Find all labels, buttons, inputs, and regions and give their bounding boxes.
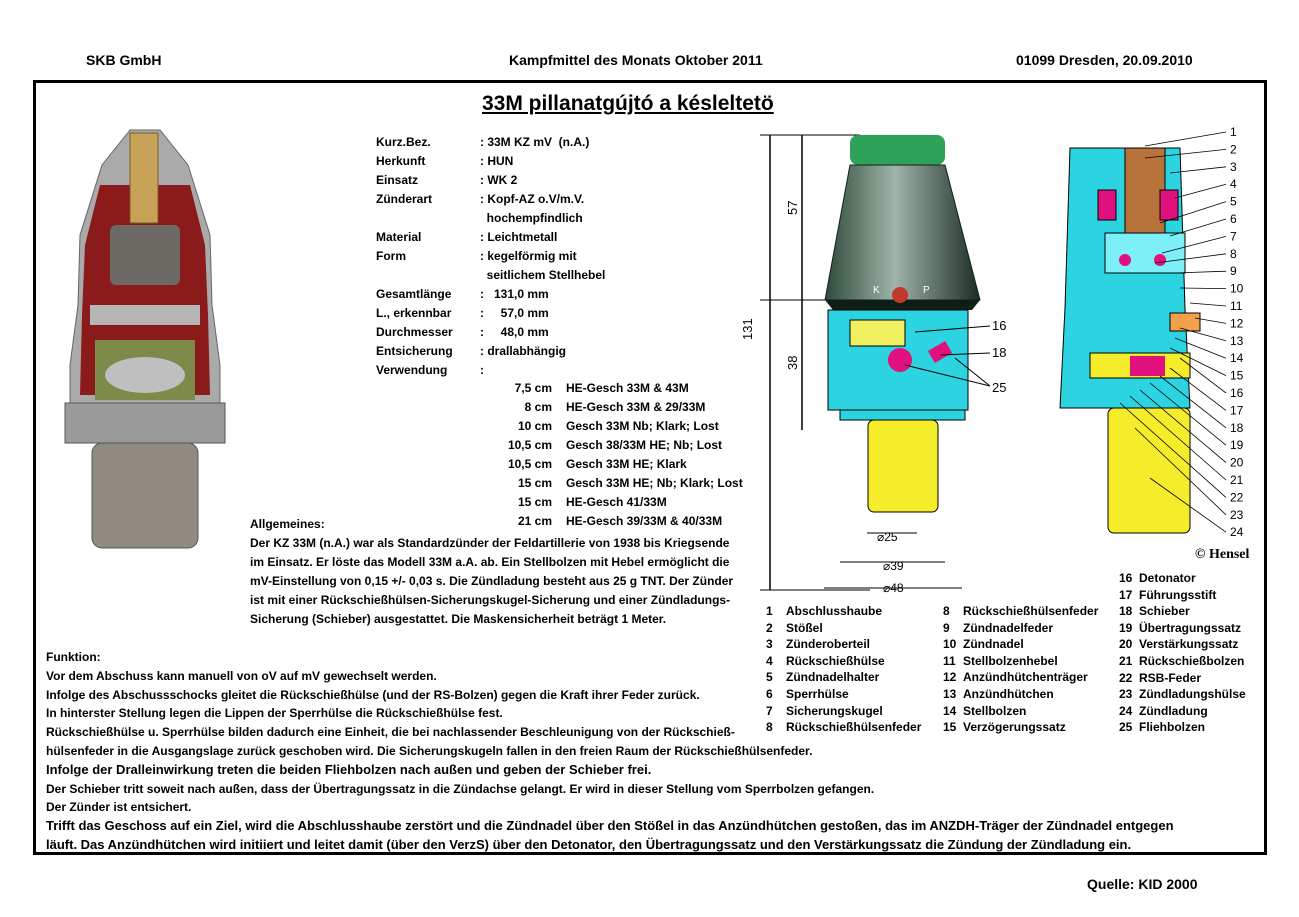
spec-label: Material — [376, 230, 422, 244]
callout-number: 15 — [1230, 368, 1244, 383]
verwendung-row — [490, 398, 743, 417]
spec-label — [376, 266, 453, 285]
projectile-list: Gesch 38/33M HE; Nb; Lost — [566, 438, 723, 452]
funktion-heading: Funktion: — [46, 650, 101, 664]
projectile-list: HE-Gesch 39/33M & 40/33M — [566, 514, 723, 528]
spec-label: Einsatz — [376, 173, 419, 187]
allgemeines-line: Sicherung (Schieber) ausgestattet. Die Maskensicherheit beträgt 1 Meter. — [250, 612, 667, 626]
spec-value: : WK 2 — [480, 173, 518, 187]
callout-number: 8 — [1230, 246, 1237, 261]
header-title: Kampfmittel des Monats Oktober 2011 — [509, 52, 763, 68]
dim-visible: 57 — [785, 200, 800, 215]
fuze-photo — [60, 125, 230, 555]
spec-value: : kegelförmig mit — [480, 249, 577, 263]
legend-item — [766, 620, 921, 637]
callout-number: 24 — [1230, 525, 1244, 540]
legend-number: 5 — [766, 670, 773, 685]
legend-number: 7 — [766, 703, 773, 718]
legend-item — [766, 719, 921, 736]
legend-col-2 — [943, 603, 1098, 736]
caliber: 10 cm — [517, 419, 552, 433]
spec-value: : 33M KZ mV (n.A.) — [480, 135, 590, 149]
spec-labels — [376, 133, 453, 380]
spec-value: : HUN — [480, 154, 514, 168]
label-18: 18 — [992, 345, 1007, 360]
legend-item — [1119, 703, 1246, 720]
location-date: 01099 Dresden, 20.09.2010 — [1016, 52, 1193, 68]
funktion-line: Der Zünder ist entsichert. — [46, 800, 192, 815]
spec-label: Entsicherung — [376, 344, 453, 358]
callout-number: 2 — [1230, 142, 1237, 157]
legend-text: Zündnadel — [963, 637, 1024, 652]
source-note: Quelle: KID 2000 — [1087, 876, 1198, 892]
legend-item — [1119, 719, 1246, 736]
funktion-line: Infolge der Dralleinwirkung treten die beiden Fliehbolzen nach außen und geben der Schieber frei. — [46, 761, 652, 777]
projectile-list: HE-Gesch 33M & 29/33M — [566, 400, 706, 414]
spec-label: Durchmesser — [376, 325, 453, 339]
funktion-line: Rückschießhülse u. Sperrhülse bilden dadurch eine Einheit, die bei nachlassender Beschleunigung von der Rückschieß- — [46, 725, 735, 740]
fuze-section-diagram — [1050, 125, 1260, 548]
legend-item — [766, 669, 921, 686]
legend-number: 6 — [766, 686, 773, 701]
legend-item — [943, 603, 1098, 620]
legend-item — [1119, 570, 1246, 587]
callout-line — [1190, 303, 1226, 306]
caliber: 15 cm — [517, 476, 552, 490]
legend-text: Sicherungskugel — [786, 703, 883, 718]
legend-number: 18 — [1119, 604, 1133, 619]
verwendung-row — [490, 436, 743, 455]
callout-number: 10 — [1230, 281, 1244, 296]
callout-number: 14 — [1230, 351, 1244, 366]
spec-value: : 131,0 mm — [480, 287, 549, 301]
legend-text: Rückschießhülse — [786, 653, 885, 668]
legend-text: Stellbolzenhebel — [963, 653, 1058, 668]
legend-item — [766, 603, 921, 620]
spec-value: : 57,0 mm — [480, 306, 549, 320]
legend-text: Zündladung — [1139, 703, 1208, 718]
legend-text: Fliehbolzen — [1139, 720, 1205, 735]
legend-text: Übertragungssatz — [1139, 620, 1242, 635]
legend-item — [943, 669, 1098, 686]
dim-d25: ⌀25 — [877, 530, 898, 544]
legend-item — [1119, 686, 1246, 703]
legend-number: 2 — [766, 620, 773, 635]
caliber: 21 cm — [517, 514, 552, 528]
label-25: 25 — [992, 380, 1007, 395]
spec-value: : 48,0 mm — [480, 325, 549, 339]
callout-number: 22 — [1230, 490, 1244, 505]
caliber: 7,5 cm — [514, 381, 552, 395]
lever-p: P — [923, 285, 930, 296]
legend-item — [943, 620, 1098, 637]
legend-number: 19 — [1119, 620, 1133, 635]
legend-text: Rückschießhülsenfeder — [963, 604, 1099, 618]
dim-lower: 38 — [785, 355, 800, 370]
label-16: 16 — [992, 318, 1007, 333]
verwendung-row — [490, 474, 743, 493]
legend-text: Detonator — [1139, 571, 1196, 585]
callout-number: 23 — [1230, 507, 1244, 522]
callout-number: 13 — [1230, 333, 1244, 348]
lever-k: K — [873, 285, 880, 296]
verwendung-row — [490, 379, 743, 398]
legend-number: 25 — [1119, 720, 1133, 735]
legend-number: 1 — [766, 604, 773, 618]
page-title: 33M pillanatgújtó a késleltetö — [482, 92, 774, 115]
spec-label — [376, 209, 453, 228]
legend-text: Führungsstift — [1139, 587, 1217, 602]
legend-text: Zündnadelfeder — [963, 620, 1054, 635]
callout-number: 11 — [1230, 299, 1243, 313]
legend-number: 16 — [1119, 571, 1133, 585]
callout-number: 3 — [1230, 159, 1237, 174]
spec-value: : — [480, 363, 484, 377]
spec-label: Herkunft — [376, 154, 426, 168]
legend-number: 4 — [766, 653, 773, 668]
allgemeines-line: Der KZ 33M (n.A.) war als Standardzünder der Feldartillerie von 1938 bis Kriegsende — [250, 536, 730, 550]
legend-number: 14 — [943, 703, 957, 718]
allgemeines-line: im Einsatz. Er löste das Modell 33M a.A. ab. Ein Stellbolzen mit Hebel ermöglicht die — [250, 555, 730, 569]
callout-number: 9 — [1230, 264, 1237, 279]
legend-item — [766, 653, 921, 670]
legend-col-3 — [1119, 570, 1246, 736]
funktion-line: läuft. Das Anzündhütchen wird initiiert und leitet damit (über den VerzS) über den Detonator, den Übertragungssatz und den Verstärkungssatz die Zündung der Zündladung ein. — [46, 836, 1132, 852]
funktion-line: Der Schieber tritt soweit nach außen, dass der Übertragungssatz in die Zündachse gelangt. Er wird in dieser Stellung vom Sperrbolzen gefangen. — [46, 781, 875, 796]
legend-text: Rückschießbolzen — [1139, 653, 1245, 668]
caliber: 15 cm — [517, 495, 552, 509]
callout-number: 20 — [1230, 455, 1244, 470]
funktion-line: hülsenfeder in die Ausgangslage zurück geschoben wird. Die Sicherungskugeln fallen in den freien Raum der Rückschießhülsenfeder. — [46, 743, 813, 758]
legend-item — [766, 636, 921, 653]
legend-number: 15 — [943, 720, 957, 735]
verwendung-row — [490, 493, 743, 512]
legend-text: Anzündhütchen — [963, 686, 1054, 701]
spec-value: : Kopf-AZ o.V/m.V. — [480, 192, 585, 206]
legend-number: 23 — [1119, 687, 1133, 702]
legend-item — [1119, 620, 1246, 637]
legend-text: Anzündhütchenträger — [963, 670, 1088, 685]
caliber: 10,5 cm — [507, 457, 552, 471]
legend-text: Stellbolzen — [963, 703, 1027, 718]
dim-d39: ⌀39 — [883, 559, 904, 573]
caliber: 8 cm — [524, 400, 552, 414]
legend-number: 22 — [1119, 670, 1133, 685]
legend-item — [943, 686, 1098, 703]
projectile-list: Gesch 33M HE; Nb; Klark; Lost — [566, 476, 743, 490]
callout-number: 5 — [1230, 194, 1237, 209]
legend-text: Zündnadelhalter — [786, 670, 880, 685]
legend-number: 9 — [943, 620, 950, 635]
projectile-list: Gesch 33M Nb; Klark; Lost — [566, 419, 719, 433]
legend-text: Zündladungshülse — [1139, 687, 1246, 702]
legend-text: Stößel — [786, 620, 823, 635]
legend-number: 17 — [1119, 587, 1133, 602]
legend-item — [1119, 587, 1246, 604]
legend-number: 24 — [1119, 703, 1133, 718]
legend-number: 3 — [766, 637, 773, 652]
allgemeines-text — [250, 534, 760, 629]
spec-value: : Leichtmetall — [480, 230, 558, 244]
verwendung-row — [490, 455, 743, 474]
funktion-line: Infolge des Abschussschocks gleitet die Rückschießhülse (und der RS-Bolzen) gegen die Kraft ihrer Feder zurück. — [46, 687, 700, 702]
projectile-list: HE-Gesch 33M & 43M — [566, 381, 689, 395]
allgemeines-line: ist mit einer Rückschießhülsen-Sicherungskugel-Sicherung und einer Zündladungs- — [250, 593, 731, 607]
spec-label: Verwendung — [376, 363, 448, 377]
legend-number: 8 — [766, 720, 773, 735]
legend-item — [1119, 670, 1246, 687]
callout-number: 12 — [1230, 316, 1244, 331]
legend-item — [1119, 636, 1246, 653]
caliber: 10,5 cm — [507, 438, 552, 452]
callout-number: 16 — [1230, 386, 1244, 400]
legend-text: Abschlusshaube — [786, 604, 883, 618]
legend-text: Verzögerungssatz — [963, 720, 1066, 735]
funktion-line: In hinterster Stellung legen die Lippen der Sperrhülse die Rückschießhülse fest. — [46, 706, 503, 721]
spec-values — [480, 133, 605, 380]
legend-item — [943, 653, 1098, 670]
callout-number: 19 — [1230, 438, 1244, 453]
callout-number: 7 — [1230, 229, 1237, 244]
dim-total: 131 — [740, 318, 755, 340]
spec-label: Form — [376, 249, 406, 263]
legend-text: Zünderoberteil — [786, 637, 871, 652]
legend-text: Sperrhülse — [786, 686, 849, 701]
legend-text: RSB-Feder — [1139, 670, 1202, 685]
callout-number: 6 — [1230, 212, 1237, 226]
spec-value: hochempfindlich — [480, 211, 583, 225]
spec-label: L., erkennbar — [376, 306, 452, 320]
projectile-list: Gesch 33M HE; Klark — [566, 457, 687, 471]
funktion-line: Vor dem Abschuss kann manuell von oV auf mV gewechselt werden. — [46, 668, 437, 683]
verwendung-row — [490, 417, 743, 436]
callout-line — [1145, 132, 1226, 146]
legend-item — [943, 703, 1098, 720]
legend-item — [1119, 603, 1246, 620]
legend-col-1 — [766, 603, 921, 736]
legend-number: 11 — [943, 653, 956, 668]
legend-number: 20 — [1119, 637, 1133, 652]
callout-number: 4 — [1230, 177, 1237, 192]
callout-number: 17 — [1230, 403, 1244, 418]
legend-item — [766, 703, 921, 720]
callout-number: 21 — [1230, 473, 1244, 487]
legend-number: 13 — [943, 686, 957, 701]
funktion-line: Trifft das Geschoss auf ein Ziel, wird die Abschlusshaube zerstört und die Zündnadel über den Stößel in das Anzündhütchen gestoßen, das im ANZDH-Träger der Zündnadel entgegen — [46, 818, 1174, 834]
callout-line — [1175, 184, 1226, 198]
legend-number: 21 — [1119, 653, 1133, 668]
legend-item — [943, 719, 1098, 736]
callout-number: 18 — [1230, 420, 1244, 435]
projectile-list: HE-Gesch 41/33M — [566, 495, 667, 509]
fuze-exterior-diagram — [740, 130, 1060, 600]
spec-value: seitlichem Stellhebel — [480, 268, 606, 282]
legend-text: Rückschießhülsenfeder — [786, 720, 922, 735]
allgemeines-section — [250, 515, 760, 629]
spec-value: : drallabhängig — [480, 344, 567, 358]
dim-d48: ⌀48 — [883, 581, 904, 595]
copyright: © Hensel — [1195, 547, 1250, 562]
allgemeines-line: mV-Einstellung von 0,15 +/- 0,03 s. Die Zündladung besteht aus 25 g TNT. Der Zünder — [250, 574, 734, 588]
callout-line — [1180, 288, 1226, 289]
legend-number: 12 — [943, 670, 957, 685]
spec-label: Zünderart — [376, 192, 433, 206]
spec-label: Kurz.Bez. — [376, 135, 431, 149]
legend-item — [943, 636, 1098, 653]
company-name: SKB GmbH — [86, 52, 162, 68]
legend-number: 10 — [943, 637, 957, 652]
legend-item — [1119, 653, 1246, 670]
legend-item — [766, 686, 921, 703]
legend-number: 8 — [943, 604, 950, 618]
allgemeines-heading: Allgemeines: — [250, 517, 325, 531]
legend-text: Verstärkungssatz — [1139, 637, 1239, 652]
callout-number: 1 — [1230, 125, 1237, 139]
legend-text: Schieber — [1139, 604, 1190, 619]
verwendung-list — [490, 379, 743, 531]
spec-label: Gesamtlänge — [376, 287, 452, 301]
